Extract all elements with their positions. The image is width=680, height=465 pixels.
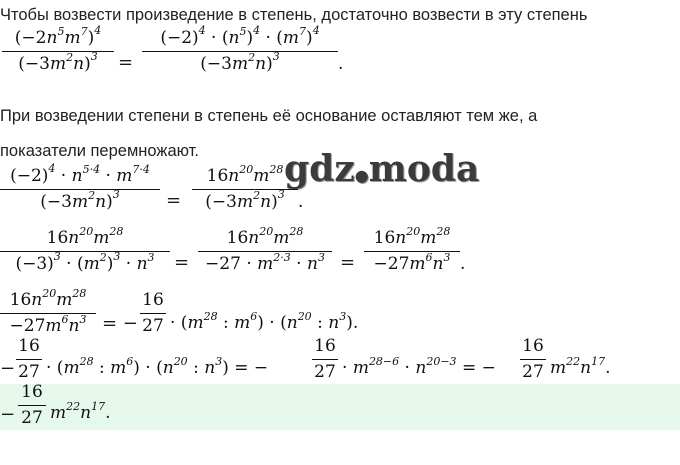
intro-text: Чтобы возвести произведение в степень, достаточно возвести в эту степень bbox=[0, 6, 588, 24]
rule-text-continued: показатели перемножают. bbox=[0, 142, 199, 160]
watermark-logo: gdz●moda bbox=[284, 148, 480, 190]
rule-text: При возведении степени в степень её основание оставляют тем же, а bbox=[0, 107, 538, 125]
